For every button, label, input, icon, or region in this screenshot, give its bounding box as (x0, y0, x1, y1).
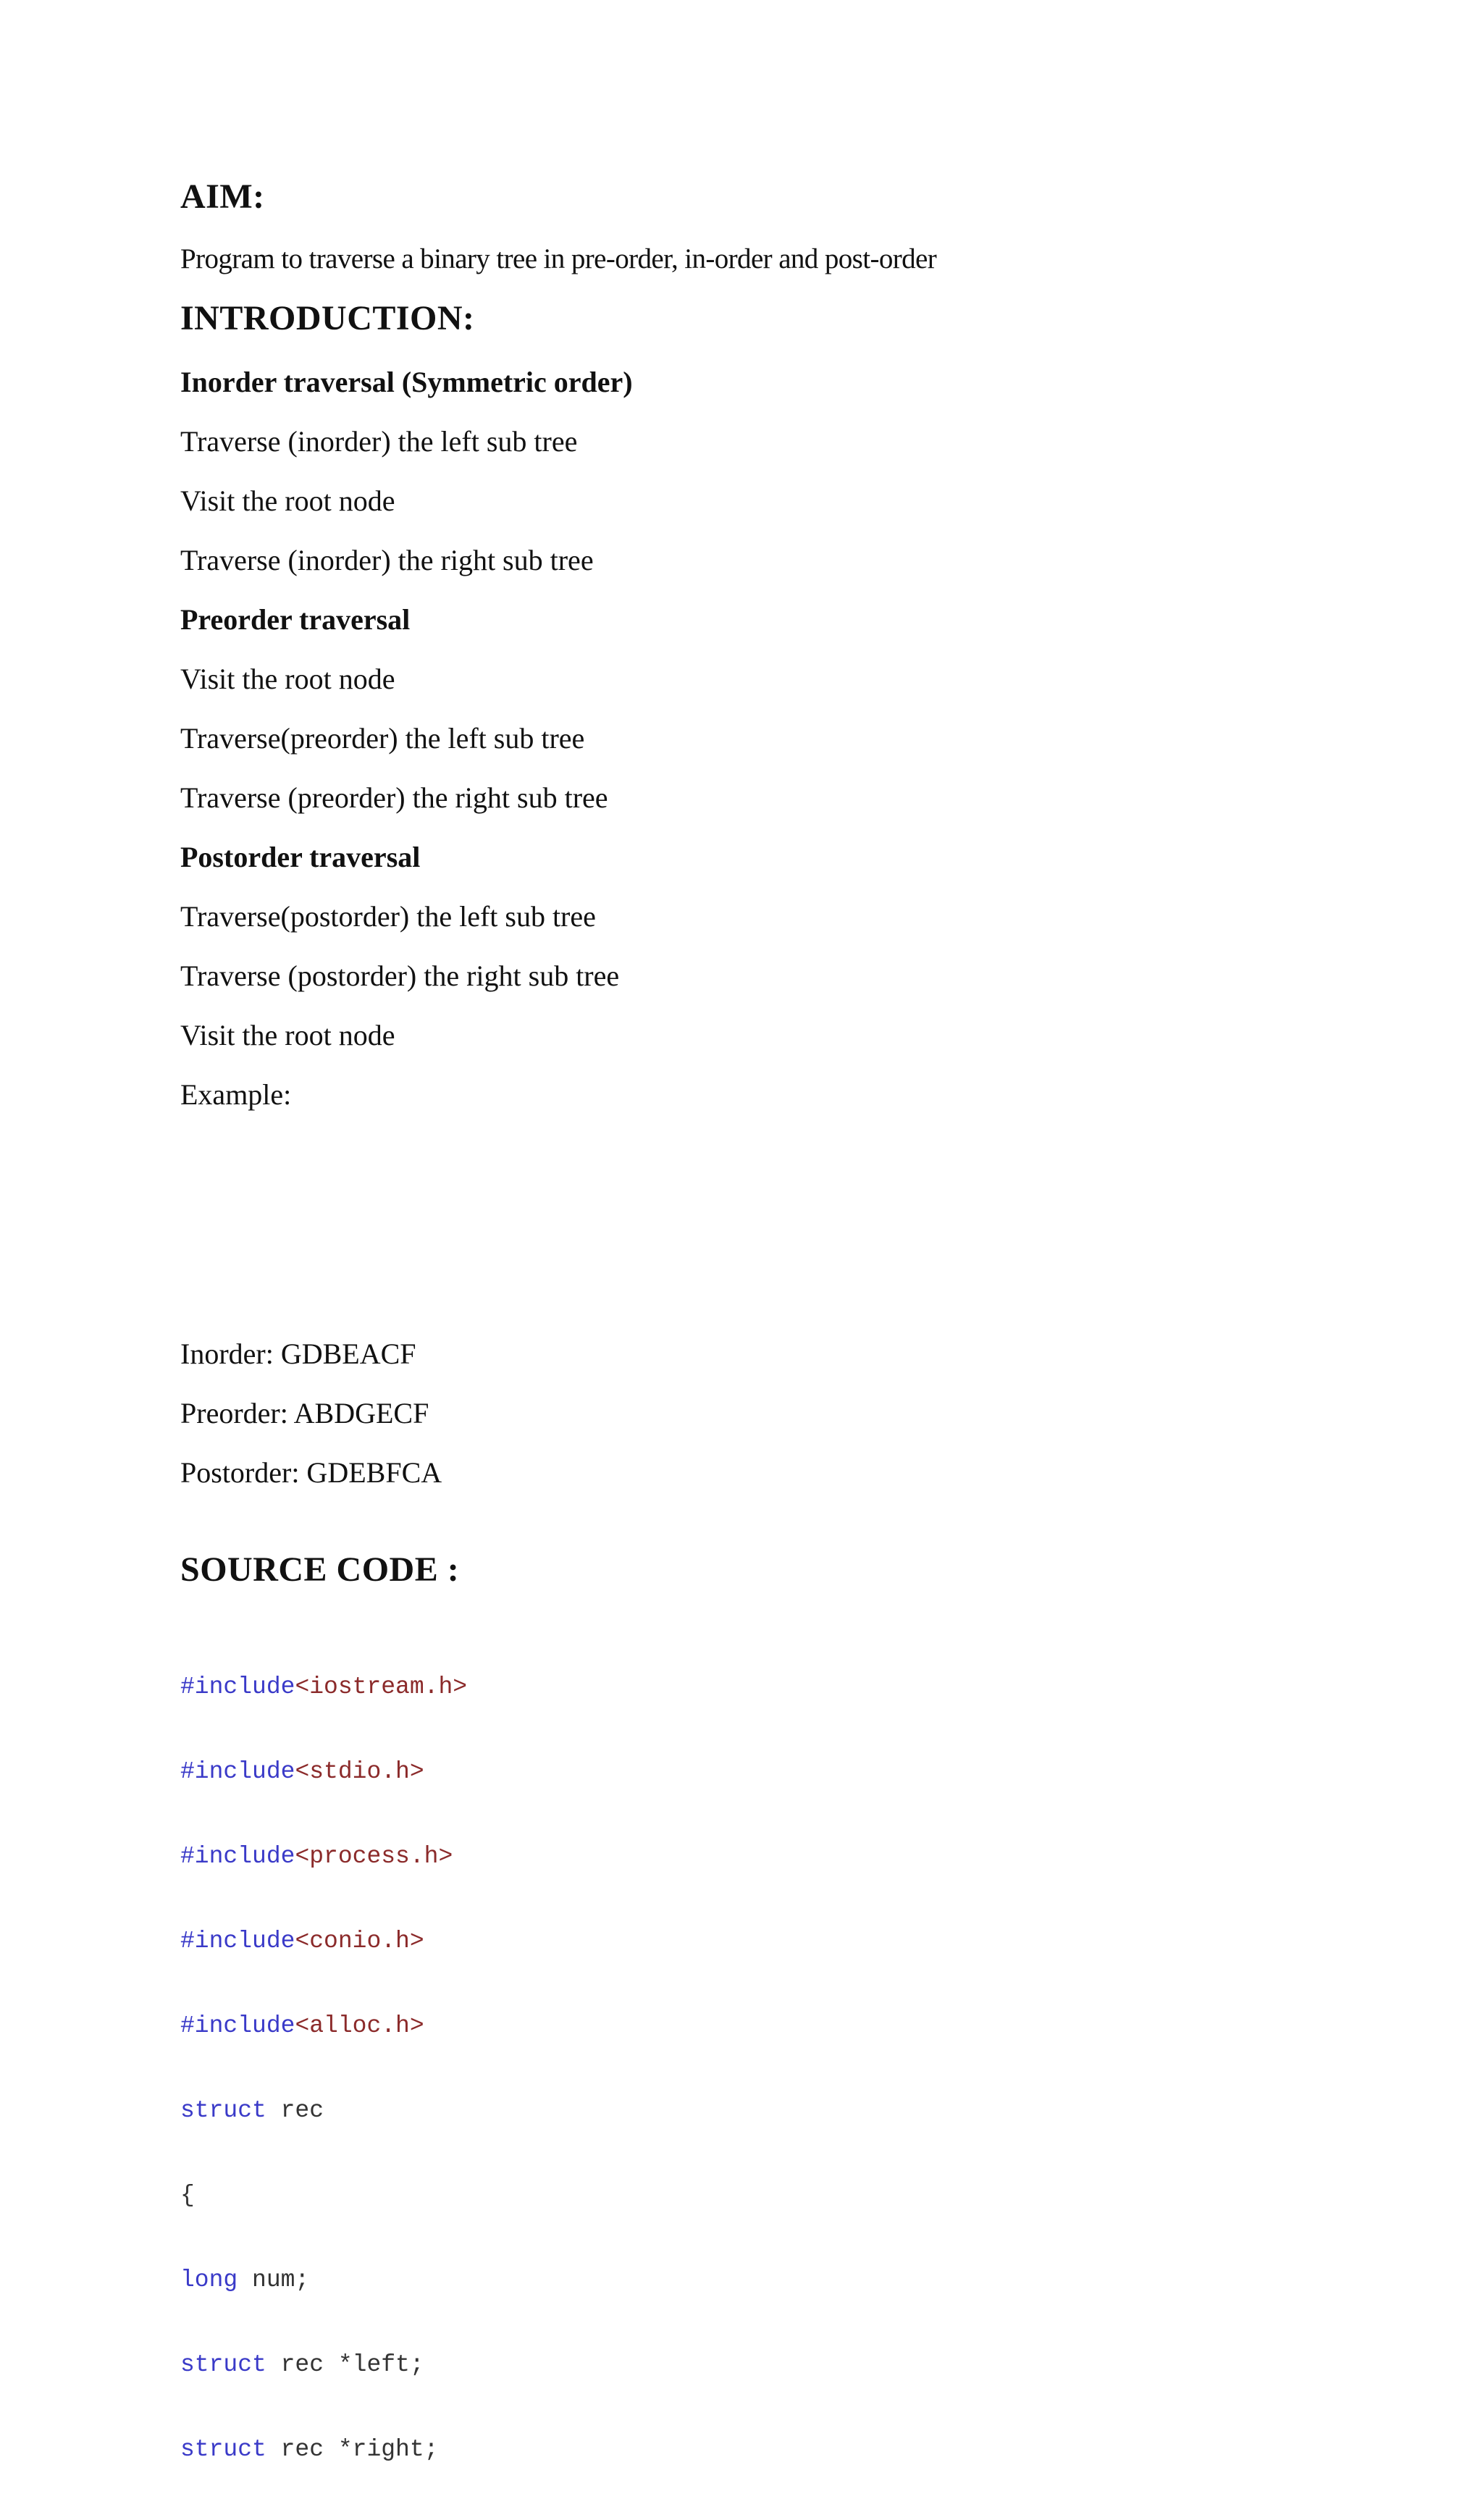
code-line (180, 1757, 467, 1786)
preorder-step-1: Visit the root node (180, 663, 395, 695)
code-block (180, 1616, 467, 2520)
code-keyword: #include (180, 1928, 295, 1954)
code-line (180, 1673, 467, 1701)
code-include-path: <iostream.h> (295, 1673, 468, 1700)
code-line (180, 2096, 467, 2125)
code-line (180, 2266, 467, 2294)
code-text: rec *left; (266, 2351, 424, 2378)
code-text: { (180, 2182, 195, 2209)
inorder-result: Inorder: GDBEACF (180, 1337, 416, 1370)
code-line (180, 2435, 467, 2464)
aim-heading: AIM: (180, 177, 265, 216)
code-line (180, 2181, 467, 2209)
code-line (180, 1842, 467, 1870)
postorder-title: Postorder traversal (180, 841, 421, 873)
source-code-heading: SOURCE CODE : (180, 1550, 460, 1589)
code-keyword: #include (180, 2012, 295, 2039)
preorder-result: Preorder: ABDGECF (180, 1397, 429, 1429)
code-include-path: <process.h> (295, 1843, 453, 1870)
code-keyword: #include (180, 1758, 295, 1785)
aim-text: Program to traverse a binary tree in pre-order, in-order and post-order (180, 243, 937, 274)
postorder-result: Postorder: GDEBFCA (180, 1456, 442, 1489)
code-keyword: struct (180, 2097, 266, 2124)
code-line (180, 2012, 467, 2040)
postorder-step-3: Visit the root node (180, 1019, 395, 1051)
code-include-path: <alloc.h> (295, 2012, 424, 2039)
code-line (180, 1927, 467, 1955)
introduction-heading: INTRODUCTION: (180, 299, 475, 337)
inorder-step-2: Visit the root node (180, 484, 395, 517)
code-keyword: #include (180, 1673, 295, 1700)
postorder-step-2: Traverse (postorder) the right sub tree (180, 959, 620, 992)
code-keyword: long (180, 2267, 238, 2293)
code-line (180, 2351, 467, 2379)
code-include-path: <conio.h> (295, 1928, 424, 1954)
code-text: rec *right; (266, 2436, 439, 2463)
inorder-step-3: Traverse (inorder) the right sub tree (180, 544, 594, 576)
code-text: num; (238, 2267, 310, 2293)
inorder-step-1: Traverse (inorder) the left sub tree (180, 425, 578, 458)
code-include-path: <stdio.h> (295, 1758, 424, 1785)
preorder-step-3: Traverse (preorder) the right sub tree (180, 781, 608, 814)
preorder-step-2: Traverse(preorder) the left sub tree (180, 722, 585, 755)
preorder-title: Preorder traversal (180, 603, 411, 636)
code-keyword: struct (180, 2436, 266, 2463)
code-keyword: #include (180, 1843, 295, 1870)
code-text: rec (266, 2097, 324, 2124)
inorder-title: Inorder traversal (Symmetric order) (180, 366, 633, 398)
code-keyword: struct (180, 2351, 266, 2378)
example-label: Example: (180, 1078, 292, 1111)
postorder-step-1: Traverse(postorder) the left sub tree (180, 900, 596, 933)
